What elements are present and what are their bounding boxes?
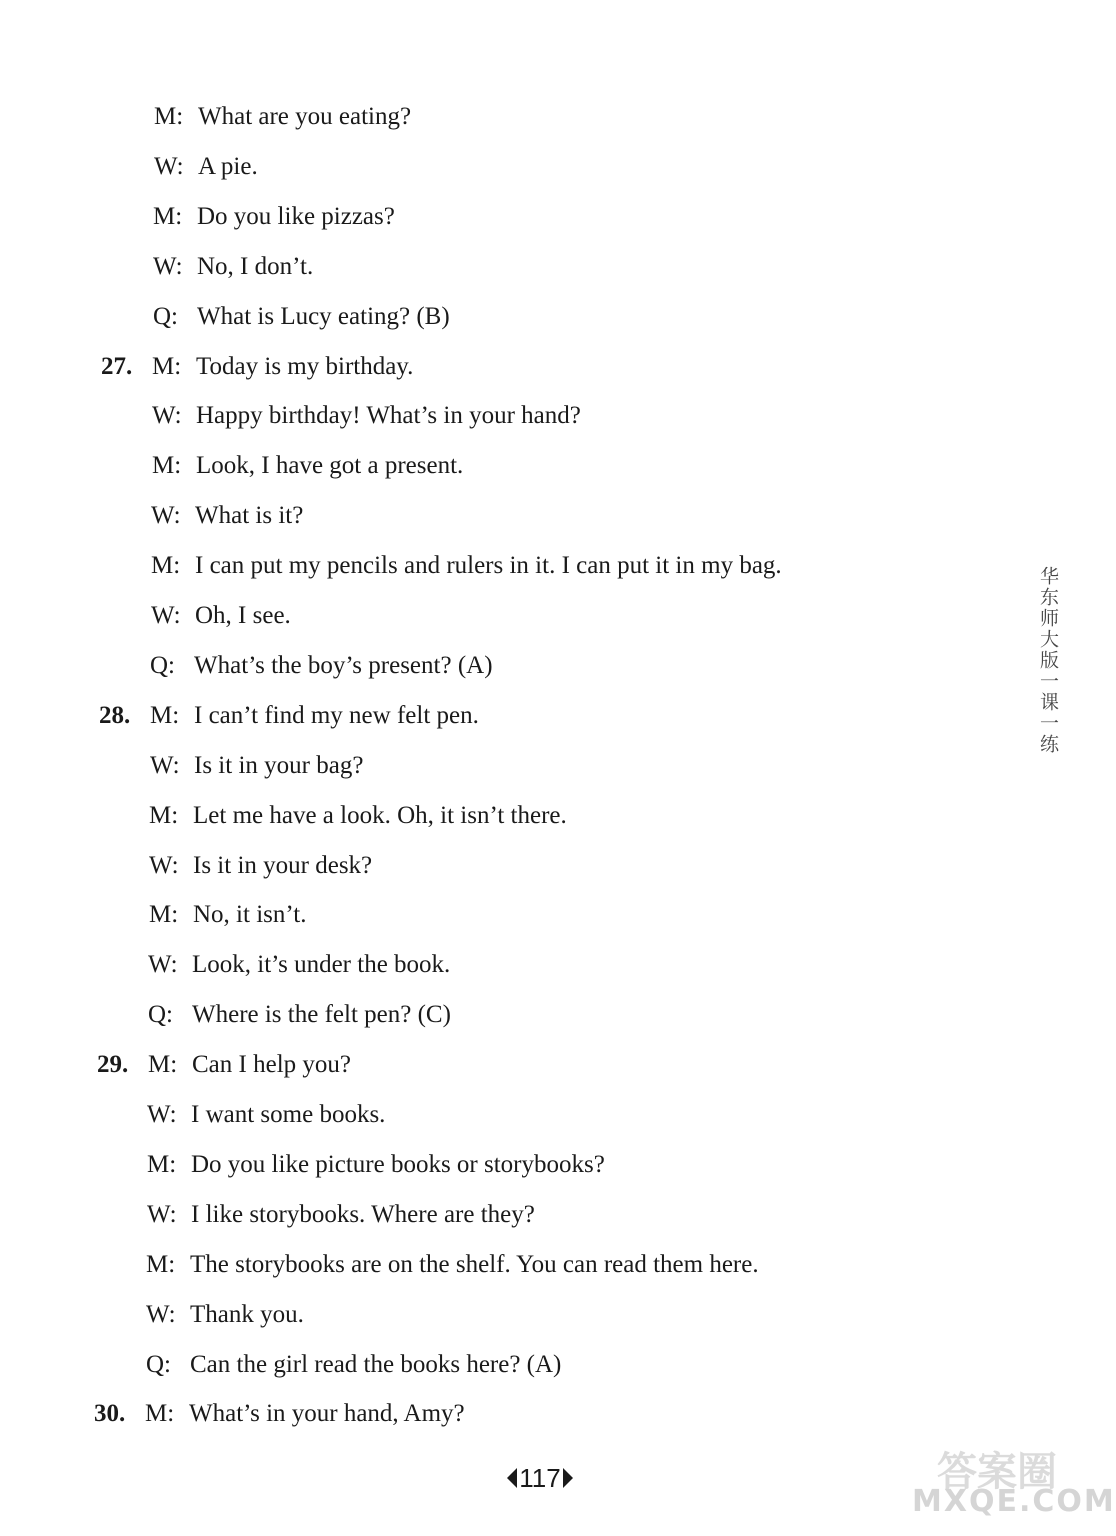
dialogue-line: [147, 1195, 535, 1235]
watermark-title: 答案圈: [937, 1449, 1057, 1495]
question-number: 28.: [99, 702, 131, 729]
right-triangle-icon: [563, 1468, 573, 1488]
dialogue-text: Is it in your desk?: [193, 852, 373, 879]
speaker-label: W:: [151, 502, 181, 529]
speaker-label: M:: [154, 103, 184, 130]
dialogue-text: Look, it’s under the book.: [192, 951, 451, 978]
dialogue-text: I want some books.: [191, 1101, 386, 1128]
dialogue-text: I can’t find my new felt pen.: [194, 702, 479, 729]
dialogue-line: [148, 1045, 351, 1085]
dialogue-text: No, I don’t.: [197, 253, 314, 280]
speaker-label: M:: [151, 552, 181, 579]
dialogue-line: [150, 646, 493, 686]
dialogue-text: No, it isn’t.: [193, 901, 307, 928]
speaker-label: W:: [146, 1301, 176, 1328]
page-number: [470, 1458, 610, 1498]
dialogue-line: [152, 446, 463, 486]
dialogue-line: [146, 1345, 561, 1385]
question-number: 27.: [101, 353, 133, 380]
dialogue-line: [151, 496, 303, 536]
dialogue-text: What is Lucy eating? (B): [197, 303, 450, 330]
dialogue-line: [146, 1295, 304, 1335]
dialogue-line: [149, 895, 306, 935]
dialogue-line: [147, 1095, 385, 1135]
dialogue-text: Where is the felt pen? (C): [192, 1001, 451, 1028]
dialogue-text: The storybooks are on the shelf. You can read them here.: [190, 1251, 759, 1278]
question-number: 29.: [97, 1051, 129, 1078]
dialogue-line: [153, 297, 450, 337]
dialogue-line: [147, 1145, 605, 1185]
dialogue-text: Today is my birthday.: [196, 353, 414, 380]
speaker-label: W:: [147, 1101, 177, 1128]
watermark-url: MXQE.COM: [912, 1484, 1116, 1519]
speaker-label: W:: [152, 402, 182, 429]
dialogue-text: Let me have a look. Oh, it isn’t there.: [193, 802, 567, 829]
speaker-label: M:: [150, 702, 180, 729]
speaker-label: Q:: [148, 1001, 173, 1028]
dialogue-line: [152, 347, 413, 387]
speaker-label: Q:: [150, 652, 175, 679]
speaker-label: W:: [153, 253, 183, 280]
speaker-label: Q:: [153, 303, 178, 330]
dialogue-text: What are you eating?: [198, 103, 412, 130]
watermark-logo: [912, 1438, 1116, 1530]
dialogue-line: [148, 995, 451, 1035]
dialogue-line: [148, 945, 450, 985]
left-triangle-icon: [507, 1468, 517, 1488]
speaker-label: M:: [152, 353, 182, 380]
page-number-text: 117: [519, 1462, 561, 1493]
dialogue-line: [150, 696, 479, 736]
dialogue-line: [145, 1394, 465, 1434]
dialogue-line: [150, 746, 363, 786]
speaker-label: W:: [149, 852, 179, 879]
dialogue-line: [151, 596, 291, 636]
speaker-label: M:: [146, 1251, 176, 1278]
speaker-label: M:: [149, 901, 179, 928]
dialogue-text: What is it?: [195, 502, 304, 529]
speaker-label: M:: [147, 1151, 177, 1178]
speaker-label: W:: [148, 951, 178, 978]
dialogue-text: Can the girl read the books here? (A): [190, 1351, 562, 1378]
dialogue-text: What’s the boy’s present? (A): [194, 652, 493, 679]
dialogue-line: [154, 97, 411, 137]
dialogue-text: Do you like pizzas?: [197, 203, 395, 230]
dialogue-text: Can I help you?: [192, 1051, 351, 1078]
dialogue-line: [149, 846, 372, 886]
dialogue-line: [154, 147, 258, 187]
speaker-label: W:: [154, 153, 184, 180]
dialogue-text: Thank you.: [190, 1301, 304, 1328]
speaker-label: W:: [150, 752, 180, 779]
dialogue-text: A pie.: [198, 153, 258, 180]
speaker-label: W:: [151, 602, 181, 629]
speaker-label: Q:: [146, 1351, 171, 1378]
dialogue-line: [149, 796, 567, 836]
dialogue-text: Oh, I see.: [195, 602, 291, 629]
dialogue-text: Look, I have got a present.: [196, 452, 464, 479]
dialogue-text: I can put my pencils and rulers in it. I can put it in my bag.: [195, 552, 782, 579]
speaker-label: M:: [152, 452, 182, 479]
side-series-label: 华东师大版一课一练: [1037, 566, 1059, 755]
dialogue-line: [146, 1245, 759, 1285]
dialogue-text: Is it in your bag?: [194, 752, 364, 779]
dialogue-text: What’s in your hand, Amy?: [189, 1400, 465, 1427]
dialogue-line: [153, 247, 313, 287]
speaker-label: M:: [148, 1051, 178, 1078]
dialogue-text: Do you like picture books or storybooks?: [191, 1151, 605, 1178]
speaker-label: M:: [153, 203, 183, 230]
dialogue-text: I like storybooks. Where are they?: [191, 1201, 535, 1228]
speaker-label: M:: [145, 1400, 175, 1427]
dialogue-line: [151, 546, 782, 586]
dialogue-line: [152, 396, 581, 436]
dialogue-text: Happy birthday! What’s in your hand?: [196, 402, 581, 429]
speaker-label: M:: [149, 802, 179, 829]
dialogue-line: [153, 197, 395, 237]
question-number: 30.: [94, 1400, 126, 1427]
speaker-label: W:: [147, 1201, 177, 1228]
